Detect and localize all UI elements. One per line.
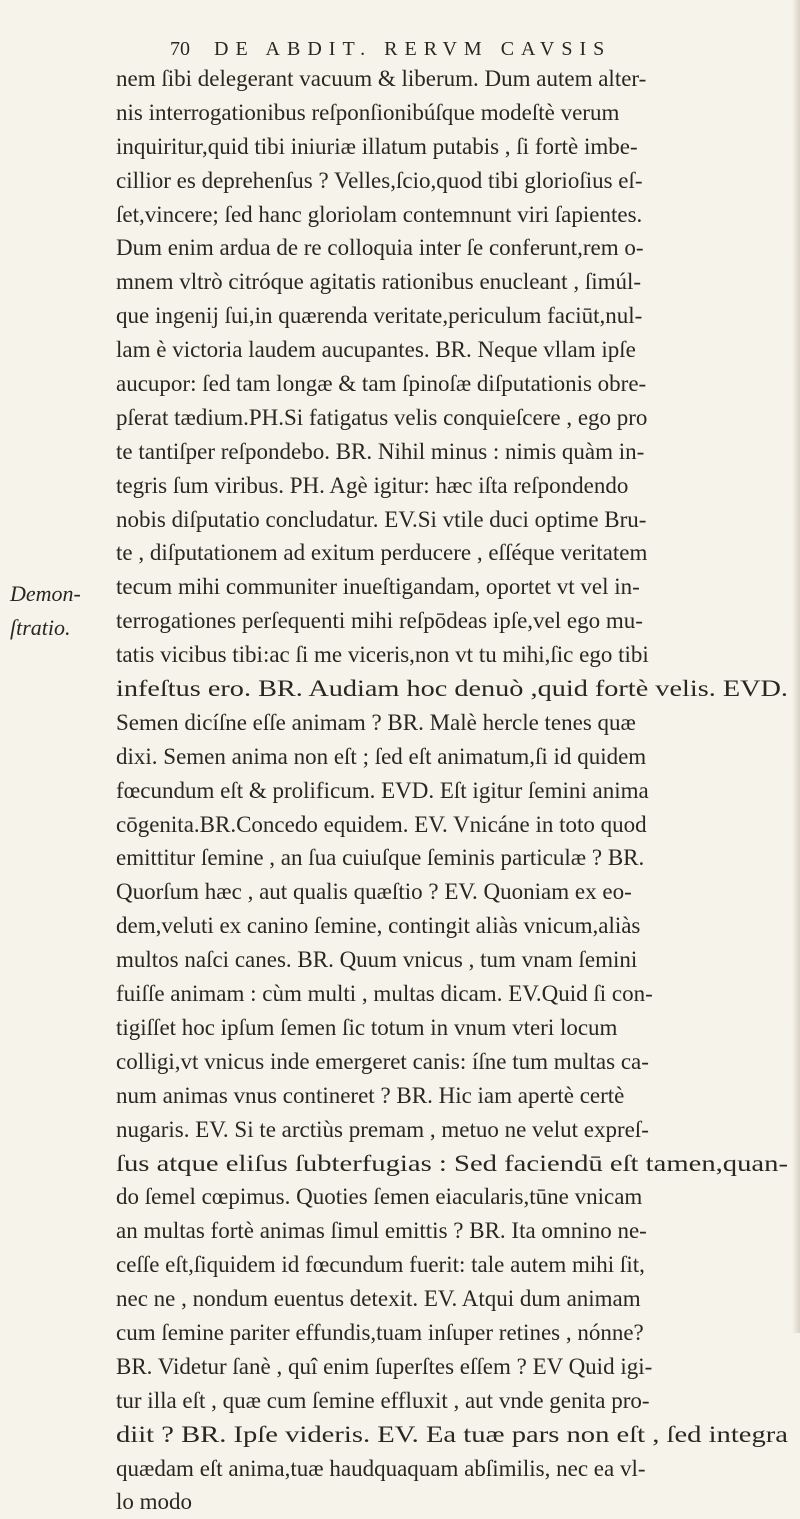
text-line	[116, 164, 796, 198]
text-line	[116, 401, 796, 435]
text-line	[116, 638, 796, 672]
text-line-content: ceſſe eſt,ſiquidem id fœcundum fuerit: tale autem mihi ſit,	[116, 1252, 645, 1278]
text-line	[116, 1180, 796, 1214]
text-line-content: tatis vicibus tibi:ac ſi me viceris,non vt tu mihi,ſic ego tibi	[116, 642, 649, 668]
margin-note-line: ſtratio.	[10, 614, 71, 640]
text-line-content: mnem vltrò citróque agitatis rationibus enucleant , ſimúl-	[116, 269, 642, 295]
text-line	[116, 299, 796, 333]
text-line	[116, 62, 796, 96]
text-line-content: tecum mihi communiter inueſtigandam, oportet vt vel in-	[116, 574, 640, 600]
text-line	[116, 367, 796, 401]
text-line-content: infeſtus ero. BR. Audiam hoc denuò ,quid fortè velis. EVD.	[116, 676, 788, 702]
text-line-content: Semen dicíſne eſſe animam ? BR. Malè hercle tenes quæ	[116, 709, 636, 735]
text-line	[116, 198, 796, 232]
running-header	[170, 38, 730, 64]
text-line	[116, 1248, 796, 1282]
text-line-content: multos naſci canes. BR. Quum vnicus , tum vnam ſemini	[116, 947, 638, 973]
text-line	[116, 1113, 796, 1147]
text-line-content: tigiſſet hoc ipſum ſemen ſic totum in vnum vteri locum	[116, 1014, 618, 1040]
text-line	[116, 536, 796, 570]
text-line-content: nem ſibi delegerant vacuum & liberum. Dum autem alter-	[116, 66, 647, 91]
text-line	[116, 130, 796, 164]
text-line-content: nis interrogationibus reſponſionibúſque modeſtè verum	[116, 99, 620, 125]
text-line-content: te , diſputationem ad exitum perducere , eſſéque veritatem	[116, 540, 648, 566]
text-line	[116, 604, 796, 638]
running-title: DE ABDIT. RERVM CAVSIS	[214, 38, 612, 60]
text-line-content: diit ? BR. Ipſe videris. EV. Ea tuæ pars non eſt , ſed integra	[116, 1421, 788, 1447]
text-line-content: aucupor: ſed tam longæ & tam ſpinoſæ diſputationis obre-	[116, 371, 647, 397]
text-line-content: terrogationes perſequenti mihi reſpōdeas ipſe,vel ego mu-	[116, 608, 643, 634]
text-line	[116, 706, 796, 740]
text-line-content: ſet,vincere; ſed hanc gloriolam contemnunt viri ſapientes.	[116, 201, 643, 227]
text-line-content: pſerat tædium.PH.Si fatigatus velis conquieſcere , ego pro	[116, 404, 648, 430]
body-text	[116, 62, 796, 1519]
text-line	[116, 570, 796, 604]
text-line	[116, 469, 796, 503]
text-line-content: nobis diſputatio concludatur. EV.Si vtile duci optime Bru-	[116, 506, 647, 532]
text-line-content: tegris ſum viribus. PH. Agè igitur: hæc iſta reſpondendo	[116, 472, 629, 498]
text-line	[116, 333, 796, 367]
text-line	[116, 265, 796, 299]
text-line-content: Quorſum hæc , aut qualis quæſtio ? EV. Quoniam ex eo-	[116, 879, 632, 905]
text-line	[116, 909, 796, 943]
text-line	[116, 1045, 796, 1079]
text-line	[116, 1384, 796, 1418]
text-line	[116, 1485, 796, 1519]
text-line-content: inquiritur,quid tibi iniuriæ illatum putabis , ſi fortè imbe-	[116, 133, 638, 159]
text-line-content: te tantiſper reſpondebo. BR. Nihil minus : nimis quàm in-	[116, 438, 645, 464]
text-line	[116, 1452, 796, 1486]
text-line	[116, 774, 796, 808]
text-line	[116, 977, 796, 1011]
text-line-content: cōgenita.BR.Concedo equidem. EV. Vnicáne in toto quod	[116, 811, 647, 837]
text-line	[116, 1214, 796, 1248]
text-line	[116, 1147, 796, 1181]
text-line	[116, 875, 796, 909]
page-edge-shadow	[792, 0, 800, 1333]
text-line-content: BR. Videtur ſanè , quî enim ſuperſtes eſſem ? EV Quid igi-	[116, 1353, 653, 1379]
text-line-content: ſus atque eliſus ſubterfugias : Sed faciendū eſt tamen,quan-	[116, 1150, 788, 1176]
text-line	[116, 1418, 796, 1452]
text-line-content: emittitur ſemine , an ſua cuiuſque ſeminis particulæ ? BR.	[116, 845, 645, 871]
text-line-content: do ſemel cœpimus. Quoties ſemen eiacularis,tūne vnicam	[116, 1184, 643, 1210]
text-line-content: lo modo	[116, 1489, 193, 1515]
page-number: 70	[170, 38, 190, 60]
text-line	[116, 672, 796, 706]
text-line	[116, 231, 796, 265]
text-line	[116, 96, 796, 130]
text-line-content: colligi,vt vnicus inde emergeret canis: íſne tum multas ca-	[116, 1048, 649, 1074]
text-line	[116, 740, 796, 774]
text-line-content: tur illa eſt , quæ cum ſemine effluxit , aut vnde genita pro-	[116, 1387, 650, 1413]
text-line	[116, 1079, 796, 1113]
text-line-content: dem,veluti ex canino ſemine, contingit aliàs vnicum,aliàs	[116, 913, 641, 939]
text-line-content: dixi. Semen anima non eſt ; ſed eſt animatum,ſi id quidem	[116, 743, 647, 769]
text-line-content: cillior es deprehenſus ? Velles,ſcio,quod tibi glorioſius eſ-	[116, 167, 643, 193]
text-line	[116, 1350, 796, 1384]
text-line-content: que ingenij ſui,in quærenda veritate,periculum faciūt,nul-	[116, 303, 643, 329]
margin-note-line: Demon-	[10, 581, 81, 606]
text-line-content: cum ſemine pariter effundis,tuam inſuper retines , nónne?	[116, 1319, 644, 1345]
margin-note	[10, 577, 110, 645]
text-line	[116, 808, 796, 842]
text-line	[116, 841, 796, 875]
text-line	[116, 1282, 796, 1316]
text-line	[116, 503, 796, 537]
text-line-content: lam è victoria laudem aucupantes. BR. Neque vllam ipſe	[116, 337, 636, 363]
text-line-content: Dum enim ardua de re colloquia inter ſe conferunt,rem o-	[116, 235, 644, 261]
text-line-content: num animas vnus contineret ? BR. Hic iam apertè certè	[116, 1082, 625, 1108]
text-line-content: an multas fortè animas ſimul emittis ? BR. Ita omnino ne-	[116, 1218, 647, 1244]
text-line-content: quædam eſt anima,tuæ haudquaquam abſimilis, nec ea vl-	[116, 1455, 646, 1481]
text-line-content: fœcundum eſt & prolificum. EVD. Eſt igitur ſemini anima	[116, 777, 649, 803]
text-line-content: nec ne , nondum euentus detexit. EV. Atqui dum animam	[116, 1286, 641, 1312]
text-line-content: fuiſſe animam : cùm multi , multas dicam. EV.Quid ſi con-	[116, 981, 653, 1007]
text-line	[116, 435, 796, 469]
text-line	[116, 943, 796, 977]
text-line	[116, 1011, 796, 1045]
text-line-content: nugaris. EV. Si te arctiùs premam , metuo ne velut expreſ-	[116, 1116, 649, 1142]
